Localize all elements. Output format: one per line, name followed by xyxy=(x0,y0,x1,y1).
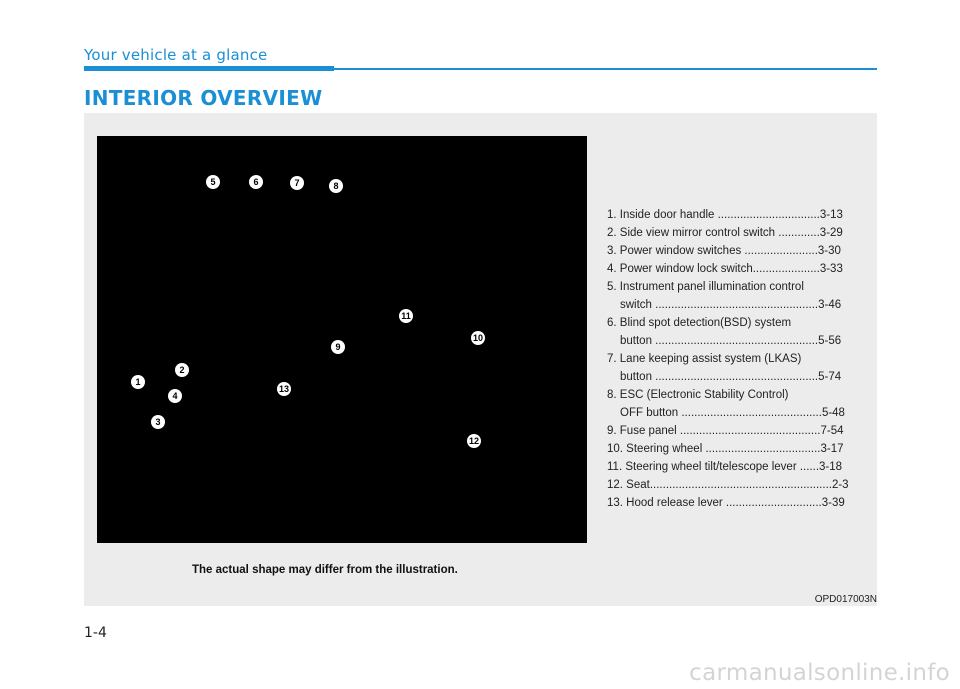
legend-item-continuation: switch ...................................................3-46 xyxy=(620,299,842,311)
legend-item: 7. Lane keeping assist system (LKAS) xyxy=(607,353,802,365)
legend-item-continuation: OFF button ............................................5-48 xyxy=(620,407,845,419)
legend-item: 2. Side view mirror control switch .............3-29 xyxy=(607,227,843,239)
callout-2: 2 xyxy=(175,363,189,377)
legend-list xyxy=(607,206,863,512)
legend-item: 6. Blind spot detection(BSD) system xyxy=(607,317,792,329)
interior-illustration xyxy=(97,136,587,543)
callout-3: 3 xyxy=(151,415,165,429)
legend-item: 4. Power window lock switch.....................3-33 xyxy=(607,263,843,275)
legend-item: 13. Hood release lever ..............................3-39 xyxy=(607,497,845,509)
callout-11: 11 xyxy=(399,309,413,323)
legend-item: 9. Fuse panel ............................................7-54 xyxy=(607,425,844,437)
callout-10: 10 xyxy=(472,333,483,343)
legend-item-continuation: button ...................................................5-74 xyxy=(620,371,842,383)
callout-7: 7 xyxy=(290,176,304,190)
legend-item: 12. Seat.........................................................2-3 xyxy=(607,479,849,491)
header-bar-thick xyxy=(84,66,334,71)
page-title: INTERIOR OVERVIEW xyxy=(84,86,323,110)
header-bar-thin xyxy=(334,68,877,70)
section-header: Your vehicle at a glance xyxy=(84,46,268,64)
image-code: OPD017003N xyxy=(814,594,877,605)
legend-item: 8. ESC (Electronic Stability Control) xyxy=(607,389,789,401)
legend-item: 10. Steering wheel ....................................3-17 xyxy=(607,443,844,455)
legend-item: 11. Steering wheel tilt/telescope lever ......3-18 xyxy=(607,461,843,473)
callout-1: 1 xyxy=(131,375,145,389)
callout-9: 9 xyxy=(331,340,345,354)
legend-item: 1. Inside door handle ................................3-13 xyxy=(607,209,843,221)
callout-6: 6 xyxy=(249,175,263,189)
callout-4: 4 xyxy=(168,389,182,403)
legend-item: 3. Power window switches .......................3-30 xyxy=(607,245,841,257)
callout-13: 13 xyxy=(278,384,289,394)
page-number: 1-4 xyxy=(84,625,107,641)
callout-12: 12 xyxy=(468,436,479,446)
watermark: carmanualsonline.info xyxy=(689,660,950,686)
legend-item-continuation: button ...................................................5-56 xyxy=(620,335,842,347)
callout-5: 5 xyxy=(206,175,220,189)
figure-caption: The actual shape may differ from the illustration. xyxy=(192,564,458,576)
callout-8: 8 xyxy=(329,179,343,193)
legend-item: 5. Instrument panel illumination control xyxy=(607,281,804,293)
